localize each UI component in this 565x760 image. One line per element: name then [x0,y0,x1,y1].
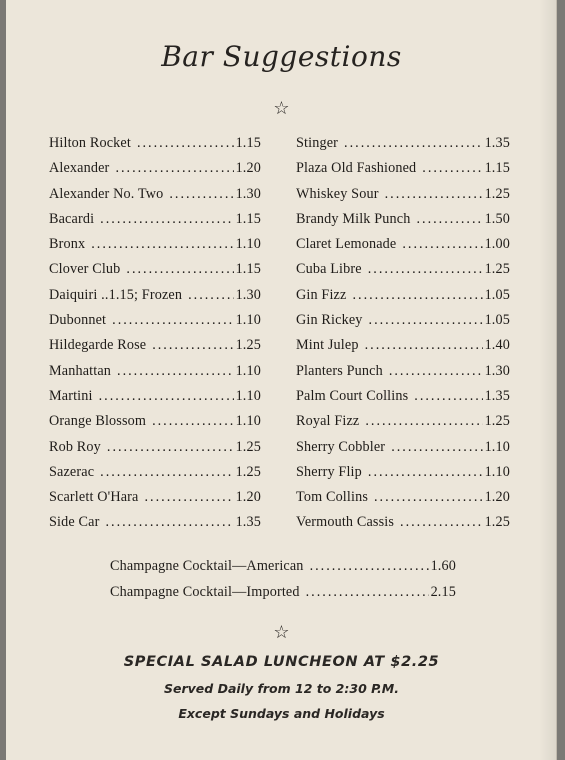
star-icon: ☆ [273,622,290,642]
menu-item-price: 1.25 [484,514,510,531]
menu-item-price: 1.50 [484,210,510,227]
menu-item [49,312,261,337]
menu-item-price: 1.25 [235,463,261,480]
dot-leader [385,186,483,203]
menu-item-name: Daiquiri ..1.15; Frozen [49,286,183,303]
menu-item-name: Whiskey Sour [296,185,379,202]
dot-leader [416,211,482,228]
menu-item [296,363,510,388]
dot-leader [112,312,233,329]
menu-item-name: Orange Blossom [49,413,147,430]
menu-item [49,160,261,185]
menu-item [49,236,261,261]
menu-item [296,135,510,160]
star-icon: ☆ [273,98,290,118]
dot-leader [369,312,483,329]
menu-item [296,489,510,514]
menu-item [296,388,510,413]
menu-item-name: Clover Club [49,261,121,278]
menu-item-name: Scarlett O'Hara [49,489,139,506]
menu-item [296,337,510,362]
menu-title: Bar Suggestions [161,40,402,73]
menu-item-name: Bronx [49,236,86,253]
menu-item-price: 2.15 [430,584,456,600]
menu-item-price: 1.35 [235,514,261,531]
menu-item-name: Planters Punch [296,362,383,379]
menu-item [296,312,510,337]
menu-item-name: Claret Lemonade [296,236,397,253]
dot-leader [422,160,482,177]
menu-item [49,388,261,413]
dot-leader [117,363,234,380]
dot-leader [99,388,234,405]
menu-item-price: 1.20 [235,160,261,177]
menu-item-price: 1.10 [484,438,510,455]
menu-item [296,211,510,236]
menu-item-name: Sherry Cobbler [296,438,386,455]
dot-leader [105,514,233,531]
dot-leader [126,261,233,278]
menu-item-name: Rob Roy [49,438,101,455]
dot-leader [100,211,233,228]
dot-leader [402,236,482,253]
dot-leader [391,439,482,456]
menu-item-price: 1.15 [235,210,261,227]
menu-item-name: Martini [49,387,93,404]
dot-leader [91,236,233,253]
menu-item-name: Royal Fizz [296,413,360,430]
dot-leader [100,464,233,481]
menu-item [49,363,261,388]
drink-list-right [296,135,510,540]
dot-leader [115,160,233,177]
menu-item [296,287,510,312]
menu-item [49,439,261,464]
menu-item-name: Alexander No. Two [49,185,164,202]
dot-leader [365,413,482,430]
menu-item [296,413,510,438]
menu-item [49,261,261,286]
dot-leader [306,584,429,601]
menu-item-price: 1.10 [484,463,510,480]
menu-item [49,489,261,514]
menu-item-name: Brandy Milk Punch [296,210,411,227]
menu-item-price: 1.05 [484,312,510,329]
menu-item-name: Mint Julep [296,337,359,354]
dot-leader [414,388,482,405]
menu-item-name: Hildegarde Rose [49,337,147,354]
menu-item [296,439,510,464]
menu-item-price: 1.15 [235,135,261,151]
menu-item-name: Bacardi [49,210,95,227]
luncheon-hours: Served Daily from 12 to 2:30 P.M. [164,681,399,696]
menu-item-name: Plaza Old Fashioned [296,160,417,177]
menu-item-price: 1.15 [484,160,510,177]
dot-leader [188,287,233,304]
menu-item-name: Alexander [49,160,110,177]
menu-item [49,135,261,160]
menu-item-price: 1.00 [484,236,510,253]
menu-item [49,337,261,362]
menu-item-price: 1.25 [484,185,510,202]
menu-item [49,211,261,236]
menu-item-name: Gin Fizz [296,286,347,303]
menu-item-price: 1.20 [235,489,261,506]
menu-item-name: Manhattan [49,362,112,379]
dot-leader [152,413,233,430]
menu-item [296,160,510,185]
menu-item [110,558,456,584]
menu-page [6,0,557,760]
menu-item-price: 1.05 [484,286,510,303]
menu-item-name: Dubonnet [49,312,107,329]
menu-item-price: 1.30 [484,362,510,379]
menu-item-price: 1.30 [235,185,261,202]
menu-item-name: Palm Court Collins [296,387,409,404]
menu-item-name: Sherry Flip [296,463,362,480]
menu-item-price: 1.40 [484,337,510,354]
drink-list-left [49,135,261,540]
menu-item [49,514,261,539]
menu-item [296,186,510,211]
menu-item-price: 1.35 [484,387,510,404]
dot-leader [368,261,483,278]
luncheon-exceptions: Except Sundays and Holidays [178,706,385,721]
menu-item-price: 1.10 [235,387,261,404]
luncheon-headline: SPECIAL SALAD LUNCHEON AT $2.25 [123,654,440,670]
dot-leader [365,337,483,354]
menu-item-name: Sazerac [49,463,95,480]
menu-item [110,584,456,610]
menu-item-name: Hilton Rocket [49,135,131,151]
dot-leader [310,558,429,575]
menu-item [49,186,261,211]
dot-leader [389,363,483,380]
dot-leader [152,337,233,354]
menu-item-name: Side Car [49,514,100,531]
menu-item-price: 1.10 [235,236,261,253]
dot-leader [368,464,483,481]
menu-item-name: Gin Rickey [296,312,363,329]
dot-leader [374,489,483,506]
menu-item-name: Cuba Libre [296,261,362,278]
dot-leader [107,439,234,456]
dot-leader [145,489,234,506]
menu-item [296,514,510,539]
menu-item-price: 1.25 [235,337,261,354]
menu-item-price: 1.15 [235,261,261,278]
menu-item [296,464,510,489]
menu-item-price: 1.10 [235,362,261,379]
menu-item-name: Stinger [296,135,339,151]
menu-item-price: 1.20 [484,489,510,506]
menu-item-price: 1.25 [235,438,261,455]
menu-item-price: 1.35 [484,135,510,151]
menu-item-price: 1.60 [430,558,456,574]
dot-leader [169,186,233,203]
menu-item-name: Vermouth Cassis [296,514,395,531]
menu-item-price: 1.10 [235,312,261,329]
menu-item [49,413,261,438]
dot-leader [137,135,234,152]
dot-leader [344,135,483,152]
menu-item [296,236,510,261]
champagne-list [110,558,456,610]
menu-item [49,287,261,312]
menu-item-price: 1.25 [484,413,510,430]
menu-item [296,261,510,286]
menu-item-price: 1.30 [235,286,261,303]
dot-leader [352,287,482,304]
menu-item [49,464,261,489]
dot-leader [400,514,483,531]
menu-item-name: Tom Collins [296,489,368,506]
menu-item-price: 1.25 [484,261,510,278]
menu-item-name: Champagne Cocktail—Imported [110,584,300,600]
menu-item-price: 1.10 [235,413,261,430]
menu-item-name: Champagne Cocktail—American [110,558,304,574]
